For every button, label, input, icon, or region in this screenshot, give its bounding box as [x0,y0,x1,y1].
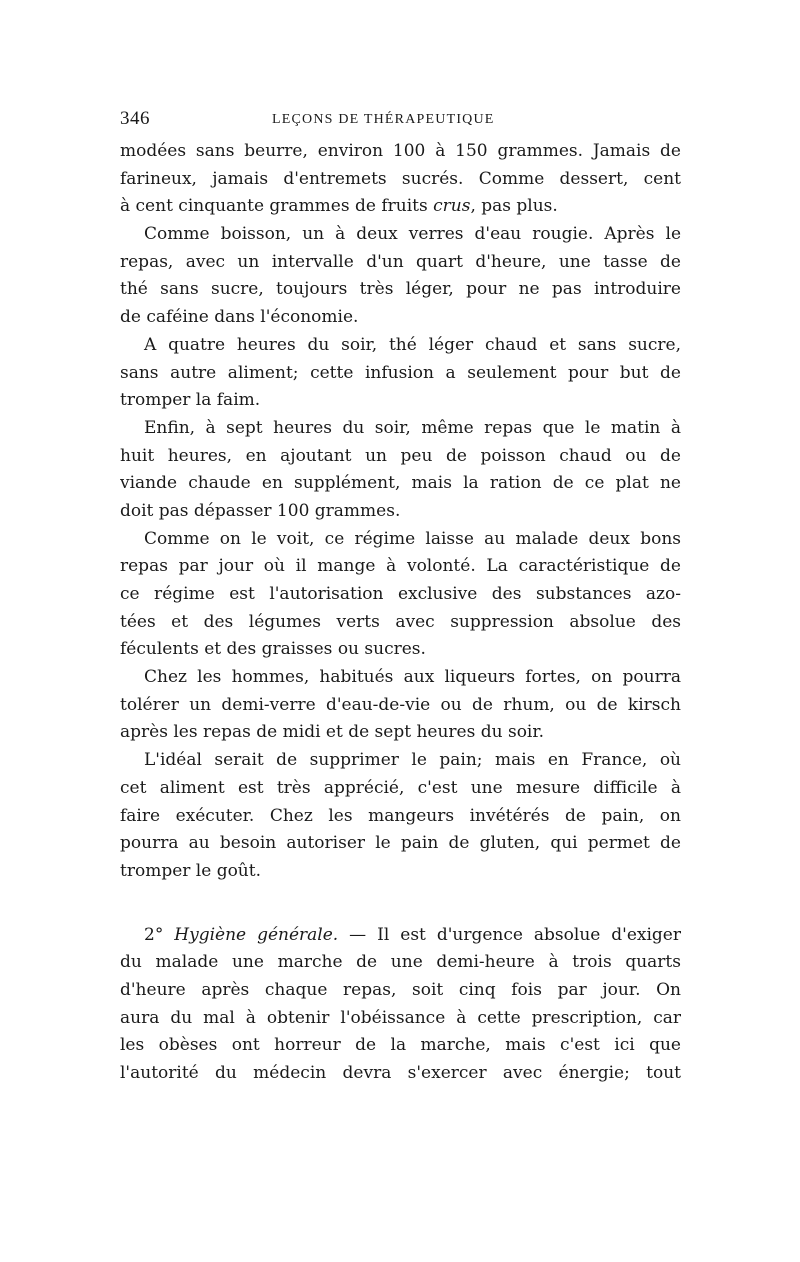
text-line: modées sans beurre, environ 100 à 150 grammes. Jamais de [120,141,681,161]
page-number: 346 [120,108,150,129]
book-page [120,108,681,1088]
text-line: L'idéal serait de supprimer le pain; mais en France, où [144,750,681,771]
text-line: à cent cinquante grammes de fruits crus, pas plus. [120,196,558,217]
section-hygiene [120,922,681,1088]
text-line: repas par jour où il mange à volonté. La caractéristique de [120,556,681,577]
section-gap [120,886,681,922]
running-title: LEÇONS DE THÉRAPEUTIQUE [272,112,495,127]
text-line: farineux, jamais d'entremets sucrés. Comme dessert, cent [120,168,681,189]
text-line: repas, avec un intervalle d'un quart d'heure, une tasse de [120,251,681,272]
text-line: doit pas dépasser 100 grammes. [120,500,401,521]
text-line: après les repas de midi et de sept heures du soir. [120,722,545,743]
text-line: tromper la faim. [120,390,261,411]
section-text-line: l'autorité du médecin devra s'exercer avec énergie; tout [120,1063,681,1083]
running-head [120,108,681,138]
text-line: de caféine dans l'économie. [120,307,359,328]
italic-word: crus [433,196,471,217]
section-text-line: du malade une marche de une demi-heure à trois quarts [120,952,681,973]
text-line: tromper le goût. [120,860,261,881]
text-line: pourra au besoin autoriser le pain de gluten, qui permet de [120,833,681,854]
text-line: A quatre heures du soir, thé léger chaud et sans sucre, [144,334,681,355]
text-line: viande chaude en supplément, mais la ration de ce plat ne [120,473,681,494]
text-line: Comme on le voit, ce régime laisse au malade deux bons [144,528,681,549]
text-line: thé sans sucre, toujours très léger, pour ne pas introduire [120,279,681,300]
text-line: Comme boisson, un à deux verres d'eau rougie. Après le [144,224,681,245]
text-line: ce régime est l'autorisation exclusive des substances azo- [120,584,681,604]
text-line: cet aliment est très apprécié, c'est une mesure difficile à [120,777,681,798]
section-heading-line [120,922,681,950]
section-text-line: les obèses ont horreur de la marche, mais c'est ici que [120,1035,681,1056]
text-line: tées et des légumes verts avec suppression absolue des [120,611,681,632]
text-line: féculents et des graisses ou sucres. [120,639,426,660]
section-number: 2° [144,924,164,945]
text-line: faire exécuter. Chez les mangeurs invétérés de pain, on [120,805,681,826]
text-line: huit heures, en ajoutant un peu de poisson chaud ou de [120,445,681,466]
text-line: tolérer un demi-verre d'eau-de-vie ou de rhum, ou de kirsch [120,694,681,715]
text-line: Chez les hommes, habitués aux liqueurs fortes, on pourra [144,667,681,688]
text-line: Enfin, à sept heures du soir, même repas que le matin à [144,417,681,438]
section-first-line: — Il est d'urgence absolue d'exiger [349,924,681,945]
text-line: sans autre aliment; cette infusion a seulement pour but de [120,362,681,383]
section-lines [120,949,681,1087]
body-text [120,138,681,886]
section-text-line: aura du mal à obtenir l'obéissance à cette prescription, car [120,1007,681,1028]
section-text-line: d'heure après chaque repas, soit cinq fois par jour. On [120,979,681,1000]
section-title: Hygiène générale. [174,924,339,945]
